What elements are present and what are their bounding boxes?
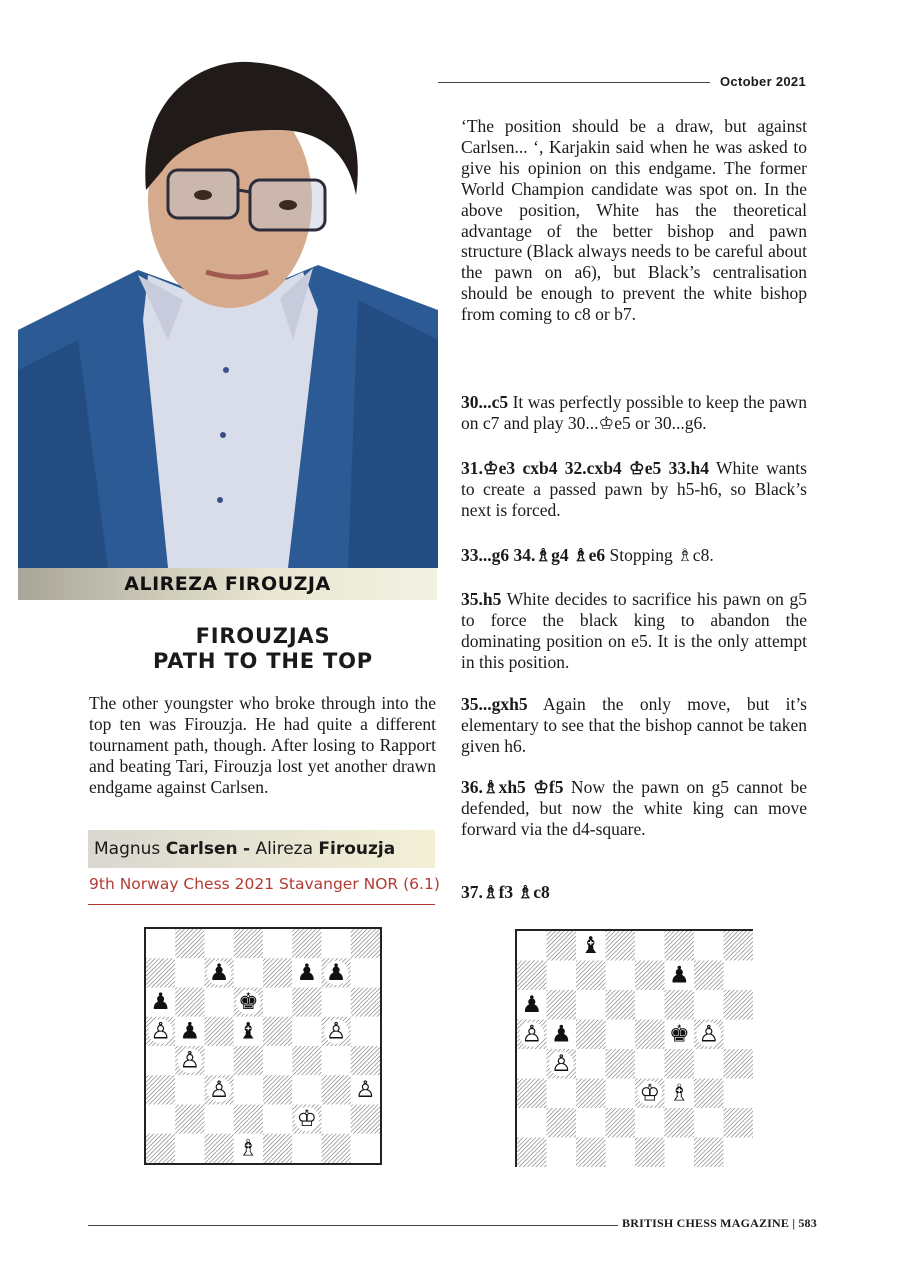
page-number: 583 — [798, 1216, 817, 1230]
commentary-paragraph-4 — [461, 545, 807, 566]
dark-square — [175, 988, 204, 1017]
note-text: Now the pawn on g5 cannot be defended, but now the white king can move forward via the d4-square. — [461, 777, 807, 839]
light-square — [694, 1108, 724, 1138]
black-first-name: Alireza — [255, 839, 313, 859]
light-square — [547, 1138, 577, 1168]
chess-piece-c7: ♟ — [208, 959, 230, 986]
chess-diagram-1 — [144, 927, 382, 1165]
dark-square — [724, 990, 754, 1020]
dark-square — [576, 1079, 606, 1109]
chess-piece-f3: ♗ — [668, 1080, 690, 1107]
dark-square — [322, 1134, 351, 1163]
chess-piece-b4: ♙ — [550, 1050, 572, 1077]
note-text: White decides to sacrifice his pawn on g5 to force the black king to abandon the dominating position on e5. It is the only attempt in this position. — [461, 589, 807, 672]
light-square — [351, 1017, 380, 1046]
dark-square — [635, 961, 665, 991]
chess-piece-c8: ♝ — [580, 932, 602, 959]
game-players — [88, 830, 435, 868]
light-square — [322, 929, 351, 958]
dark-square — [351, 929, 380, 958]
light-square — [322, 1046, 351, 1075]
dark-square — [205, 1134, 234, 1163]
dark-square — [547, 990, 577, 1020]
dark-square — [146, 1075, 175, 1104]
light-square — [606, 961, 636, 991]
light-square — [694, 990, 724, 1020]
dark-square — [292, 1046, 321, 1075]
page-footer — [622, 1216, 817, 1231]
light-square — [292, 1134, 321, 1163]
commentary-paragraph-2 — [461, 392, 807, 434]
dark-square — [263, 958, 292, 987]
footer-rule — [88, 1225, 618, 1226]
light-square — [547, 961, 577, 991]
light-square — [205, 988, 234, 1017]
dark-square — [724, 1049, 754, 1079]
light-square — [694, 1049, 724, 1079]
dark-square — [292, 988, 321, 1017]
light-square — [234, 958, 263, 987]
light-square — [517, 931, 547, 961]
dark-square — [576, 1020, 606, 1050]
dark-square — [665, 931, 695, 961]
light-square — [635, 931, 665, 961]
chess-piece-f5: ♚ — [668, 1021, 690, 1048]
dark-square — [263, 1017, 292, 1046]
move-text: 31.♔e3 cxb4 32.cxb4 ♔e5 33.h4 — [461, 458, 709, 478]
white-last-name: Carlsen — [165, 839, 238, 859]
dark-square — [175, 929, 204, 958]
light-square — [724, 1138, 754, 1168]
light-square — [175, 1134, 204, 1163]
light-square — [263, 929, 292, 958]
chess-piece-d5: ♝ — [238, 1018, 259, 1045]
dark-square — [606, 1049, 636, 1079]
dark-square — [694, 1079, 724, 1109]
event-rule — [88, 904, 435, 905]
light-square — [635, 1049, 665, 1079]
dark-square — [724, 931, 754, 961]
light-square — [576, 1108, 606, 1138]
note-text: It was perfectly possible to keep the pawn on c7 and play 30...♔e5 or 30...g6. — [461, 392, 807, 433]
move-text: 36.♗xh5 ♔f5 — [461, 777, 564, 797]
chess-piece-d6: ♚ — [238, 989, 259, 1016]
chess-piece-f7: ♟ — [668, 962, 690, 989]
dark-square — [234, 929, 263, 958]
dark-square — [576, 1138, 606, 1168]
move-text: 33...g6 34.♗g4 ♗e6 — [461, 545, 606, 565]
light-square — [205, 1046, 234, 1075]
light-square — [665, 1138, 695, 1168]
light-square — [635, 990, 665, 1020]
chess-piece-f2: ♔ — [296, 1106, 318, 1133]
dark-square — [146, 958, 175, 987]
dark-square — [322, 1075, 351, 1104]
chess-piece-e3: ♔ — [639, 1080, 661, 1107]
light-square — [606, 1020, 636, 1050]
black-last-name: Firouzja — [318, 839, 396, 859]
dark-square — [576, 961, 606, 991]
light-square — [234, 1075, 263, 1104]
light-square — [263, 1105, 292, 1134]
dark-square — [665, 1049, 695, 1079]
chess-piece-d1: ♗ — [238, 1135, 259, 1162]
note-text: Again the only move, but it’s elementary to see that the bishop cannot be taken given h6. — [461, 694, 807, 756]
note-text: Stopping ♗c8. — [605, 545, 714, 565]
dark-square — [547, 1108, 577, 1138]
light-square — [724, 961, 754, 991]
dark-square — [351, 988, 380, 1017]
dark-square — [606, 1108, 636, 1138]
light-square — [322, 988, 351, 1017]
game-event: 9th Norway Chess 2021 Stavanger NOR (6.1) — [89, 875, 440, 893]
commentary-paragraph-6 — [461, 694, 807, 757]
chess-piece-g5: ♙ — [325, 1018, 347, 1045]
light-square — [635, 1108, 665, 1138]
light-square — [576, 1049, 606, 1079]
move-text: 35.h5 — [461, 589, 502, 609]
light-square — [292, 1075, 321, 1104]
move-text: 37.♗f3 ♗c8 — [461, 882, 550, 902]
light-square — [322, 1105, 351, 1134]
commentary-paragraph-5 — [461, 589, 807, 673]
light-square — [263, 1046, 292, 1075]
dark-square — [146, 1134, 175, 1163]
dark-square — [205, 1017, 234, 1046]
light-square — [205, 929, 234, 958]
light-square — [175, 1075, 204, 1104]
chess-piece-b4: ♙ — [179, 1047, 201, 1074]
commentary-paragraph-8 — [461, 882, 807, 903]
light-square — [351, 1134, 380, 1163]
intro-paragraph: The other youngster who broke through into the top ten was Firouzja. He had quite a different tournament path, though. After losing to Rapport and beating Tari, Firouzja lost yet another drawn endgame against Carlsen. — [89, 693, 436, 797]
light-square — [146, 929, 175, 958]
light-square — [576, 990, 606, 1020]
dark-square — [351, 1105, 380, 1134]
chess-piece-c3: ♙ — [208, 1076, 230, 1103]
light-square — [694, 931, 724, 961]
light-square — [263, 988, 292, 1017]
section-heading-line2: PATH TO THE TOP — [153, 649, 373, 673]
dark-square — [517, 1138, 547, 1168]
dark-square — [292, 929, 321, 958]
chess-piece-a6: ♟ — [150, 989, 171, 1016]
dark-square — [635, 1020, 665, 1050]
chess-piece-g7: ♟ — [325, 959, 347, 986]
dark-square — [263, 1134, 292, 1163]
light-square — [175, 958, 204, 987]
chess-board-1 — [146, 929, 380, 1163]
players-separator: - — [243, 839, 251, 859]
chess-piece-h3: ♙ — [355, 1076, 376, 1103]
chess-piece-a5: ♙ — [521, 1021, 543, 1048]
section-heading — [88, 624, 438, 674]
commentary-paragraph-7 — [461, 777, 807, 840]
dark-square — [547, 931, 577, 961]
dark-square — [694, 1138, 724, 1168]
light-square — [205, 1105, 234, 1134]
dark-square — [175, 1105, 204, 1134]
chess-piece-g5: ♙ — [698, 1021, 720, 1048]
dark-square — [263, 1075, 292, 1104]
dark-square — [635, 1138, 665, 1168]
commentary-paragraph-1: ‘The position should be a draw, but against Carlsen... ‘, Karjakin said when he was asked to give his opinion on this endgame. The former World Champion candidate was spot on. In the above position, White has the theoretical advantage of the better bishop and pawn structure (Black always needs to be careful about the pawn on a6), but Black’s centralisation should be enough to prevent the white bishop from coming to c8 or b7. — [461, 116, 807, 325]
dark-square — [234, 1105, 263, 1134]
light-square — [517, 1049, 547, 1079]
photo-caption: ALIREZA FIROUZJA — [18, 568, 437, 600]
light-square — [724, 1020, 754, 1050]
magazine-name: BRITISH CHESS MAGAZINE — [622, 1216, 790, 1230]
light-square — [724, 1079, 754, 1109]
chess-piece-f7: ♟ — [296, 959, 318, 986]
light-square — [517, 1108, 547, 1138]
dark-square — [606, 931, 636, 961]
move-text: 35...gxh5 — [461, 694, 528, 714]
dark-square — [517, 1079, 547, 1109]
dark-square — [517, 961, 547, 991]
dark-square — [665, 990, 695, 1020]
dark-square — [351, 1046, 380, 1075]
chess-piece-b5: ♟ — [550, 1021, 572, 1048]
note-text: White wants to create a passed pawn by h5-h6, so Black’s next is forced. — [461, 458, 807, 520]
light-square — [292, 1017, 321, 1046]
footer-separator: | — [792, 1216, 796, 1230]
commentary-paragraph-3 — [461, 458, 807, 521]
chess-piece-b5: ♟ — [179, 1018, 201, 1045]
chess-piece-a5: ♙ — [150, 1018, 171, 1045]
light-square — [606, 1079, 636, 1109]
light-square — [351, 958, 380, 987]
section-heading-line1: FIROUZJAS — [195, 624, 331, 648]
issue-date: October 2021 — [720, 74, 806, 89]
chess-diagram-2 — [515, 929, 753, 1167]
chess-board-2 — [517, 931, 753, 1167]
dark-square — [234, 1046, 263, 1075]
dark-square — [694, 961, 724, 991]
white-first-name: Magnus — [94, 839, 161, 859]
dark-square — [606, 990, 636, 1020]
portrait-illustration — [18, 40, 438, 568]
chess-piece-a6: ♟ — [521, 991, 543, 1018]
move-text: 30...c5 — [461, 392, 509, 412]
light-square — [606, 1138, 636, 1168]
light-square — [146, 1105, 175, 1134]
light-square — [146, 1046, 175, 1075]
dark-square — [724, 1108, 754, 1138]
light-square — [547, 1079, 577, 1109]
portrait-photo — [18, 40, 438, 568]
dark-square — [665, 1108, 695, 1138]
